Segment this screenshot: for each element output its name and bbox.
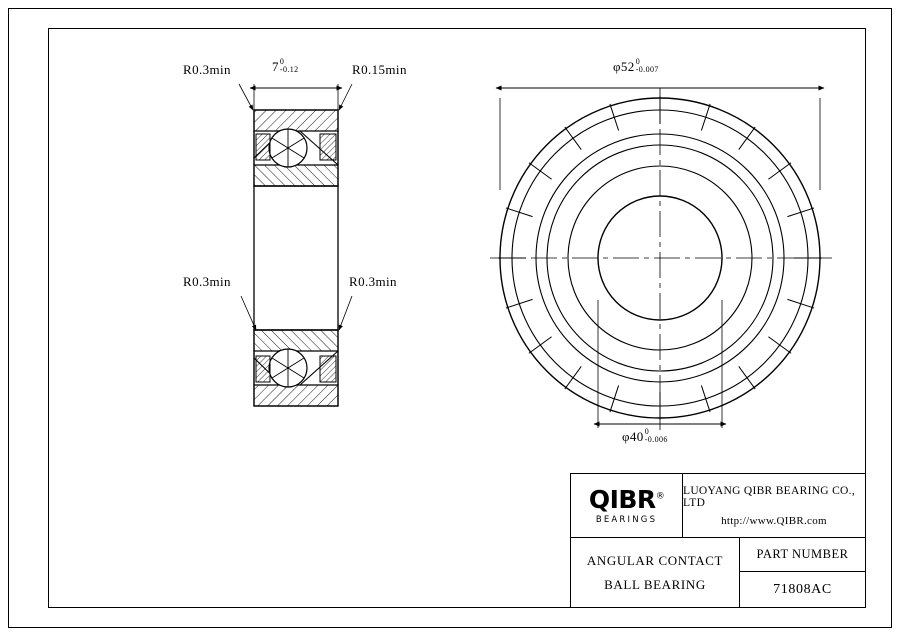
label-dimension-width: [272, 58, 299, 75]
logo-brand: [588, 484, 665, 514]
title-block-header: [571, 474, 865, 538]
company-info: [683, 474, 865, 537]
centerlines: [490, 88, 832, 430]
company-logo: [571, 474, 683, 537]
dimension-width: [250, 84, 342, 110]
logo-registered-mark: ®: [655, 491, 665, 502]
width-value: 7: [272, 59, 279, 75]
section-view: [254, 110, 338, 406]
description-line-2: BALL BEARING: [604, 577, 706, 592]
label-fillet-bottom-left: R0.3min: [183, 274, 231, 289]
part-number-label: PART NUMBER: [740, 538, 865, 572]
front-view: [490, 88, 832, 430]
company-url: http://www.QIBR.com: [721, 514, 827, 527]
title-block-body: [571, 538, 865, 608]
od-value: φ52: [613, 59, 635, 75]
label-fillet-top-right: R0.15min: [352, 62, 407, 77]
label-dimension-od: [613, 58, 659, 75]
od-tolerance: 0 -0.007: [635, 57, 659, 75]
logo-subtitle: BEARINGS: [595, 514, 658, 525]
description-line-1: ANGULAR CONTACT: [586, 553, 724, 568]
company-name: LUOYANG QIBR BEARING CO., LTD: [683, 484, 856, 509]
label-dimension-bore: [622, 428, 668, 445]
width-tolerance: 0 -0.12: [279, 57, 299, 75]
product-description: [571, 538, 740, 608]
part-number-cell: [740, 538, 865, 608]
part-number-value: 71808AC: [773, 582, 832, 597]
bore-value: φ40: [622, 429, 644, 445]
label-fillet-top-left: R0.3min: [183, 62, 231, 77]
logo-brand-text: QIBR: [588, 484, 656, 514]
title-block: [570, 473, 866, 608]
label-fillet-bottom-right: R0.3min: [349, 274, 397, 289]
bore-tolerance: 0 -0.006: [644, 427, 668, 445]
